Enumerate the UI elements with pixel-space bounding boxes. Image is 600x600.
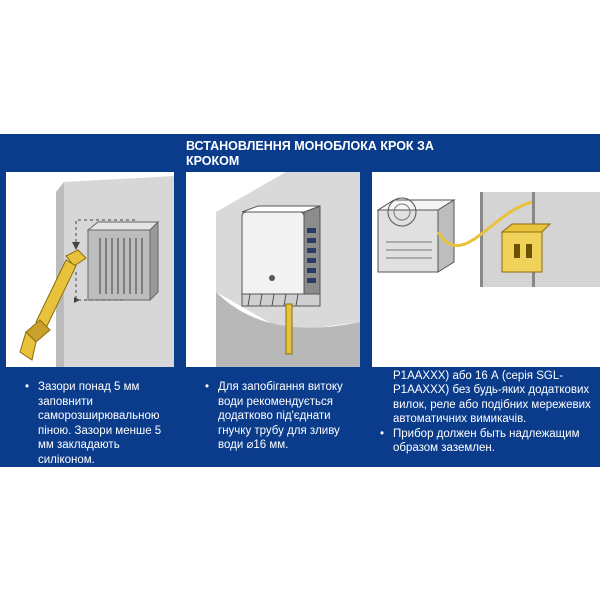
step-3-caption	[380, 325, 595, 456]
page-title: ВСТАНОВЛЕННЯ МОНОБЛОКА КРОК ЗА КРОКОМ	[186, 139, 434, 168]
step-1-caption	[25, 380, 175, 467]
step-2-illustration-panel	[186, 172, 360, 367]
step-2-caption	[205, 380, 365, 453]
wall-sealing-illustration	[6, 172, 174, 367]
list-item: • Шнур живлення моноблока має бути під'єднаний до окремого автомата захисту на 10 А (серія SGM-P1AAXXX) або 16 А (серія SGL-P1AAXXX) без будь-яких додаткових вилок, реле або подібних мережевих автоматичних вимикачів.	[380, 325, 595, 427]
list-item: • Зазори понад 5 мм заповнити саморозширювальною піною. Зазори менше 5 мм закладають силіконом.	[25, 380, 175, 467]
list-item: • Прибор должен быть надлежащим образом заземлен.	[380, 427, 595, 456]
step-1-illustration-panel	[6, 172, 174, 367]
list-item: • Для запобігання витоку води рекомендується додатково під'єднати гнучку трубу для зливу води ⌀16 мм.	[205, 380, 365, 453]
drain-pipe-illustration	[186, 172, 360, 367]
